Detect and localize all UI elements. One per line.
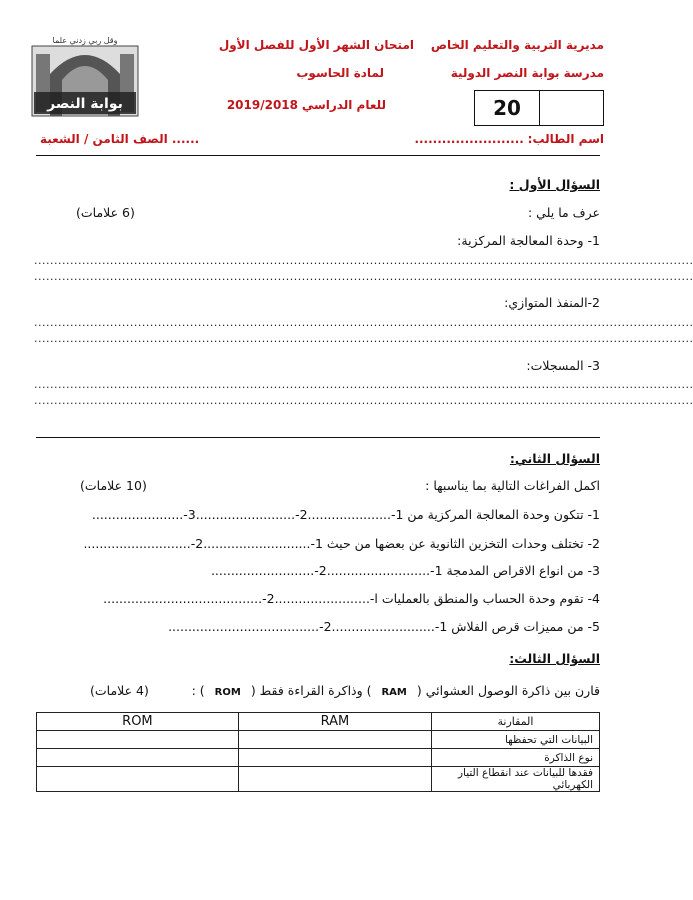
q3-title: السؤال الثالث: xyxy=(509,651,600,666)
answer-line[interactable]: ..................................................................................................................................................................... xyxy=(34,332,693,345)
q1-title: السؤال الأول : xyxy=(509,177,600,192)
comparison-table xyxy=(36,712,600,792)
student-name-field[interactable]: ........................ xyxy=(414,132,524,146)
q2-instruction: اكمل الفراغات التالية بما يناسبها : xyxy=(425,478,600,493)
q2-item-1[interactable]: 1- تتكون وحدة المعالجة المركزية من 1-.....................2-.........................3-....................... xyxy=(91,507,600,522)
q1-item-2: 2-المنفذ المتوازي: xyxy=(504,295,600,310)
answer-cell-ram[interactable] xyxy=(238,767,431,792)
answer-line[interactable]: ..................................................................................................................................................................... xyxy=(34,254,693,267)
year-label: للعام الدراسي xyxy=(301,98,386,112)
q2-title: السؤال الثاني: xyxy=(509,451,600,466)
score-box xyxy=(474,90,604,126)
row-label-data: البيانات التي تحفظها xyxy=(432,731,600,749)
score-input-cell[interactable] xyxy=(540,91,603,125)
row-label-volatility: فقدها للبيانات عند انقطاع التيار الكهربائي xyxy=(432,767,600,792)
header-comparison: المقارنة xyxy=(432,713,600,731)
exam-title: امتحان الشهر الأول للفصل الأول xyxy=(218,38,414,52)
q1-instruction: عرف ما يلي : xyxy=(528,205,600,220)
year-line xyxy=(227,98,386,112)
q2-item-5[interactable]: 5- من مميزات قرص الفلاش 1-..........................2-...................................... xyxy=(168,619,600,634)
school-logo xyxy=(30,34,140,118)
ram-term: RAM xyxy=(381,687,407,698)
q2-marks: (10 علامات) xyxy=(80,478,147,493)
q3-instruction xyxy=(192,683,600,698)
section-divider xyxy=(36,437,600,438)
answer-cell-rom[interactable] xyxy=(37,767,239,792)
row-label-type: نوع الذاكرة xyxy=(432,749,600,767)
year-value: 2019/2018 xyxy=(226,98,298,112)
school-name: مدرسة بوابة النصر الدولية xyxy=(450,66,604,80)
student-name-row xyxy=(414,132,604,146)
q2-item-3[interactable]: 3- من انواع الاقراص المدمجة 1-..........................2-.......................... xyxy=(210,563,600,578)
q3-text-3: ) : xyxy=(191,683,205,698)
q3-marks: (4 علامات) xyxy=(90,683,149,698)
header-rom: ROM xyxy=(37,713,239,731)
answer-line[interactable]: ..................................................................................................................................................................... xyxy=(34,316,693,329)
answer-line[interactable]: ..................................................................................................................................................................... xyxy=(34,394,693,407)
q2-item-4[interactable]: 4- تقوم وحدة الحساب والمنطق بالعمليات ا-........................2-........................................ xyxy=(103,591,600,606)
total-score: 20 xyxy=(475,91,540,125)
rom-term: ROM xyxy=(214,687,241,698)
svg-text:وقل ربي زدني علما: وقل ربي زدني علما xyxy=(52,36,118,45)
q1-item-3: 3- المسجلات: xyxy=(526,358,600,373)
header-ram: RAM xyxy=(238,713,431,731)
answer-line[interactable]: ..................................................................................................................................................................... xyxy=(34,378,693,391)
header-divider xyxy=(36,155,600,156)
student-name-label: اسم الطالب: xyxy=(527,132,604,146)
table-row xyxy=(37,731,600,749)
q1-marks: (6 علامات) xyxy=(76,205,135,220)
table-row xyxy=(37,767,600,792)
answer-cell-ram[interactable] xyxy=(238,749,431,767)
svg-text:بوابة النصر: بوابة النصر xyxy=(47,96,123,112)
grade-section: الصف الثامن / الشعبة ...... xyxy=(40,132,200,146)
q2-item-2[interactable]: 2- تختلف وحدات التخزين الثانوية عن بعضها من حيث 1-...........................2-........................... xyxy=(83,536,600,551)
q3-text-1: قارن بين ذاكرة الوصول العشوائي ( xyxy=(416,683,600,698)
answer-cell-rom[interactable] xyxy=(37,731,239,749)
q3-text-2: ) وذاكرة القراءة فقط ( xyxy=(250,683,372,698)
subject-title: لمادة الحاسوب xyxy=(296,66,384,80)
answer-cell-ram[interactable] xyxy=(238,731,431,749)
table-header-row xyxy=(37,713,600,731)
answer-line[interactable]: ..................................................................................................................................................................... xyxy=(34,270,693,283)
answer-cell-rom[interactable] xyxy=(37,749,239,767)
q1-item-1: 1- وحدة المعالجة المركزية: xyxy=(457,233,600,248)
table-row xyxy=(37,749,600,767)
directorate-title: مديرية التربية والتعليم الخاص xyxy=(430,38,604,52)
